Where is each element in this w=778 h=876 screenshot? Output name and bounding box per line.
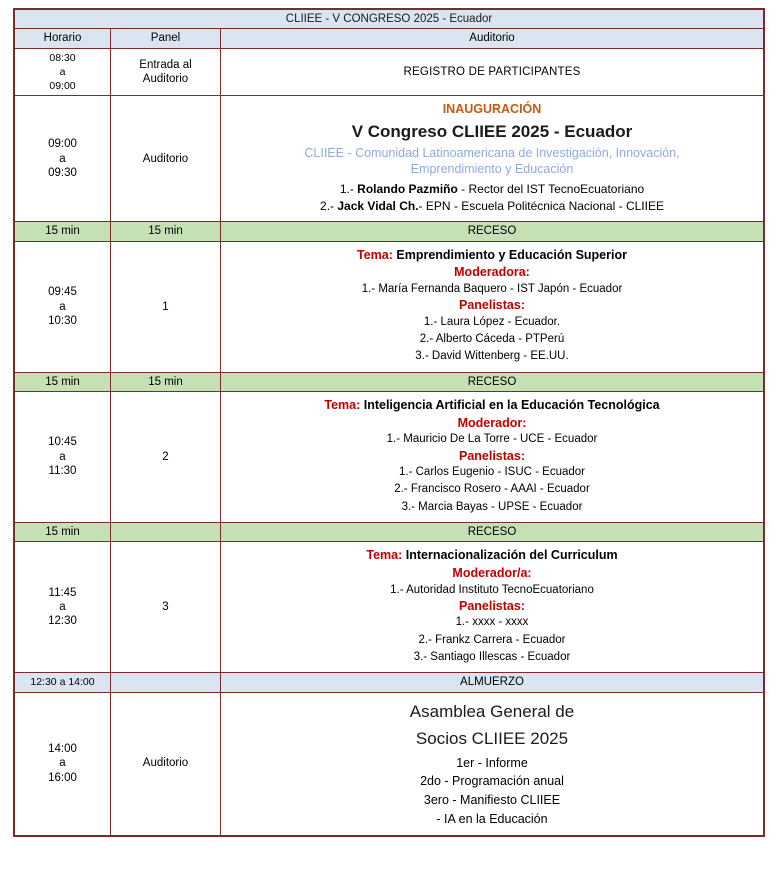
almuerzo-horario: 12:30 a 14:00	[15, 673, 111, 692]
panel-3-time-end: 12:30	[48, 615, 77, 628]
column-header-panel: Panel	[111, 29, 221, 48]
table-row-registro	[15, 48, 764, 96]
receso-2-horario: 15 min	[15, 372, 111, 391]
almuerzo-content: ALMUERZO	[221, 673, 764, 692]
schedule-sheet	[13, 8, 765, 837]
almuerzo-panel	[111, 673, 221, 692]
inauguracion-content	[221, 96, 764, 222]
panel-3-role: Moderador/a:	[452, 565, 532, 580]
asamblea-item-4: - IA en la Educación	[436, 811, 548, 826]
registro-time-end: 09:00	[49, 80, 76, 93]
panel-2-content	[221, 392, 764, 523]
asamblea-time	[15, 692, 111, 835]
inauguracion-heading: INAUGURACIÓN	[442, 102, 542, 117]
inauguracion-speaker-2	[231, 198, 753, 215]
panel-1-panelist-1: 1.- Laura López - Ecuador.	[423, 315, 561, 328]
receso-1-panel: 15 min	[111, 222, 221, 241]
asamblea-time-sep: a	[59, 757, 66, 770]
column-header-horario: Horario	[15, 29, 111, 48]
receso-1-content: RECESO	[221, 222, 764, 241]
asamblea-item-2: 2do - Programación anual	[420, 774, 564, 789]
inauguracion-time-start: 09:00	[48, 138, 77, 151]
panel-1-time-end: 10:30	[48, 314, 77, 327]
receso-1-horario: 15 min	[15, 222, 111, 241]
inauguracion-speaker-2-index: 2.-	[320, 199, 338, 214]
registro-time-start: 08:30	[49, 51, 76, 64]
panel-2-panelist-1: 1.- Carlos Eugenio - ISUC - Ecuador	[399, 466, 585, 479]
panel-3-time	[15, 542, 111, 673]
table-title-row	[15, 10, 764, 29]
asamblea-time-end: 16:00	[48, 771, 77, 784]
registro-panel-line1: Entrada al	[139, 58, 192, 71]
table-row-asamblea	[15, 692, 764, 835]
panel-1-tema	[231, 248, 753, 264]
inauguracion-congress: V Congreso CLIIEE 2025 - Ecuador	[351, 121, 633, 141]
panel-2-role: Moderador:	[457, 415, 527, 430]
panel-3-tema	[231, 548, 753, 564]
panel-3-moderator: 1.- Autoridad Instituto TecnoEcuatoriano	[390, 583, 594, 596]
registro-time	[15, 48, 111, 96]
panel-1-tema-text: Emprendimiento y Educación Superior	[396, 247, 627, 262]
registro-panel-line2: Auditorio	[142, 73, 189, 85]
inauguracion-subtitle-line1: CLIIEE - Comunidad Latinoamericana de Investigación, Innovación,	[304, 146, 680, 161]
asamblea-panel: Auditorio	[111, 692, 221, 835]
table-row-inauguracion	[15, 96, 764, 222]
panel-1-time-start: 09:45	[48, 286, 77, 299]
panel-2-tema-label: Tema:	[324, 398, 361, 413]
panel-3-tema-label: Tema:	[366, 548, 403, 563]
inauguracion-speaker-1-index: 1.-	[339, 181, 358, 196]
registro-time-sep: a	[59, 65, 66, 78]
receso-3-panel	[111, 522, 221, 541]
registro-content	[221, 48, 764, 96]
table-row-panel-2	[15, 392, 764, 523]
panel-3-time-start: 11:45	[48, 586, 77, 599]
registro-panel	[111, 48, 221, 96]
table-row-receso-3	[15, 522, 764, 541]
panel-3-content	[221, 542, 764, 673]
panel-1-tema-label: Tema:	[357, 247, 393, 262]
inauguracion-speaker-1	[231, 181, 753, 198]
asamblea-heading-line2: Socios CLIIEE 2025	[415, 729, 569, 749]
inauguracion-subtitle-line2: Emprendimiento y Educación	[410, 162, 574, 177]
receso-2-panel: 15 min	[111, 372, 221, 391]
panel-2-panelist-3: 3.- Marcia Bayas - UPSE - Ecuador	[401, 500, 583, 513]
asamblea-item-3: 3ero - Manifiesto CLIIEE	[423, 793, 561, 808]
panel-3-number: 3	[111, 542, 221, 673]
panel-1-role: Moderadora:	[454, 265, 530, 280]
panel-1-panelist-2: 2.- Alberto Cáceda - PTPerú	[419, 333, 565, 346]
panel-1-time-sep: a	[59, 300, 66, 313]
table-row-panel-3	[15, 542, 764, 673]
panel-2-time-sep: a	[59, 450, 66, 463]
panel-2-time-end: 11:30	[48, 465, 77, 478]
asamblea-time-start: 14:00	[48, 742, 77, 755]
registro-text: REGISTRO DE PARTICIPANTES	[403, 65, 581, 78]
table-header-row	[15, 29, 764, 48]
panel-2-panelists-label: Panelistas:	[458, 448, 525, 463]
inauguracion-speaker-1-rest: - Rector del IST TecnoEcuatoriano	[457, 181, 645, 196]
panel-2-time	[15, 392, 111, 523]
panel-3-tema-text: Internacionalización del Curriculum	[405, 548, 618, 563]
panel-3-panelist-3: 3.- Santiago Illescas - Ecuador	[413, 650, 571, 663]
panel-1-number: 1	[111, 241, 221, 372]
panel-2-tema-text: Inteligencia Artificial en la Educación Tecnológica	[363, 398, 660, 413]
table-row-receso-1	[15, 222, 764, 241]
page-title: CLIIEE - V CONGRESO 2025 - Ecuador	[15, 10, 764, 29]
panel-2-tema	[231, 398, 753, 414]
panel-3-time-sep: a	[59, 601, 66, 614]
panel-1-content	[221, 241, 764, 372]
receso-2-content: RECESO	[221, 372, 764, 391]
panel-2-panelist-2: 2.- Francisco Rosero - AAAI - Ecuador	[394, 483, 590, 496]
asamblea-item-1: 1er - Informe	[456, 755, 528, 770]
column-header-auditorio: Auditorio	[221, 29, 764, 48]
table-row-receso-2	[15, 372, 764, 391]
panel-1-time	[15, 241, 111, 372]
receso-3-content: RECESO	[221, 522, 764, 541]
inauguracion-panel: Auditorio	[111, 96, 221, 222]
receso-3-horario: 15 min	[15, 522, 111, 541]
asamblea-content	[221, 692, 764, 835]
panel-3-panelists-label: Panelistas:	[458, 598, 525, 613]
inauguracion-time-end: 09:30	[48, 167, 77, 180]
inauguracion-time-sep: a	[59, 152, 66, 165]
agenda-table	[14, 9, 764, 836]
inauguracion-speaker-2-name: Jack Vidal Ch.	[337, 199, 419, 214]
inauguracion-time	[15, 96, 111, 222]
panel-1-panelists-label: Panelistas:	[458, 298, 525, 313]
asamblea-heading-line1: Asamblea General de	[409, 701, 575, 721]
panel-3-panelist-1: 1.- xxxx - xxxx	[455, 616, 529, 629]
panel-2-time-start: 10:45	[48, 436, 77, 449]
panel-2-number: 2	[111, 392, 221, 523]
panel-3-panelist-2: 2.- Frankz Carrera - Ecuador	[418, 633, 566, 646]
table-row-panel-1	[15, 241, 764, 372]
inauguracion-speaker-2-rest: - EPN - Escuela Politécnica Nacional - CLIIEE	[418, 199, 664, 214]
table-row-almuerzo	[15, 673, 764, 692]
panel-2-moderator: 1.- Mauricio De La Torre - UCE - Ecuador	[386, 433, 598, 446]
inauguracion-speaker-1-name: Rolando Pazmiño	[357, 181, 458, 196]
panel-1-moderator: 1.- María Fernanda Baquero - IST Japón - Ecuador	[361, 283, 623, 296]
panel-1-panelist-3: 3.- David Wittenberg - EE.UU.	[415, 350, 569, 363]
